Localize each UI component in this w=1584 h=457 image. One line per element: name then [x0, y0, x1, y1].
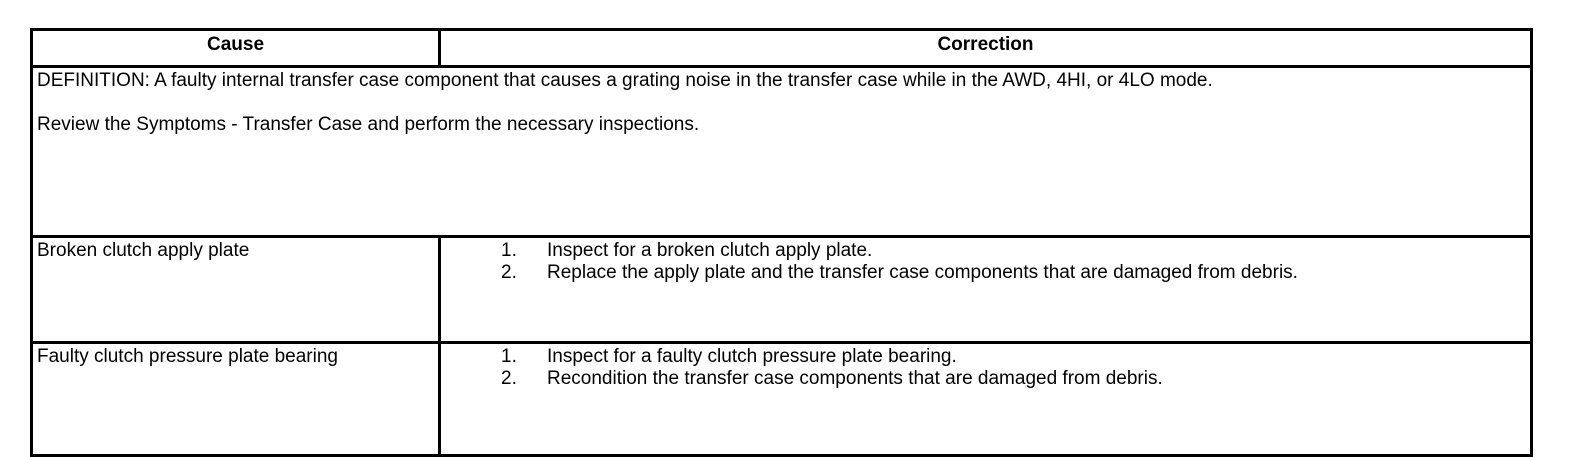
definition-text: DEFINITION: A faulty internal transfer case component that causes a grating noise in the transfer case while in the AWD, 4HI, or 4LO mode. [37, 70, 1213, 91]
correction-cell [440, 237, 1532, 343]
step-number: 2. [501, 262, 517, 283]
step-text: Inspect for a broken clutch apply plate. [547, 240, 873, 261]
table-row [32, 343, 1532, 456]
correction-step [445, 262, 1526, 284]
correction-steps [445, 346, 1526, 390]
correction-column-header: Correction [440, 30, 1532, 67]
cause-cell: Faulty clutch pressure plate bearing [32, 343, 440, 456]
step-number: 1. [501, 240, 517, 261]
definition-cell [32, 67, 1532, 237]
step-number: 2. [501, 368, 517, 389]
diagnostic-table [30, 28, 1533, 457]
cause-cell: Broken clutch apply plate [32, 237, 440, 343]
correction-steps [445, 240, 1526, 284]
correction-step [445, 368, 1526, 390]
table-row [32, 237, 1532, 343]
correction-step [445, 346, 1526, 368]
step-text: Recondition the transfer case components that are damaged from debris. [547, 368, 1163, 389]
correction-cell [440, 343, 1532, 456]
header-row [32, 30, 1532, 67]
step-text: Replace the apply plate and the transfer case components that are damaged from debris. [547, 262, 1298, 283]
cause-column-header: Cause [32, 30, 440, 67]
step-number: 1. [501, 346, 517, 367]
review-text: Review the Symptoms - Transfer Case and perform the necessary inspections. [37, 114, 700, 135]
correction-step [445, 240, 1526, 262]
definition-row [32, 67, 1532, 237]
step-text: Inspect for a faulty clutch pressure plate bearing. [547, 346, 957, 367]
